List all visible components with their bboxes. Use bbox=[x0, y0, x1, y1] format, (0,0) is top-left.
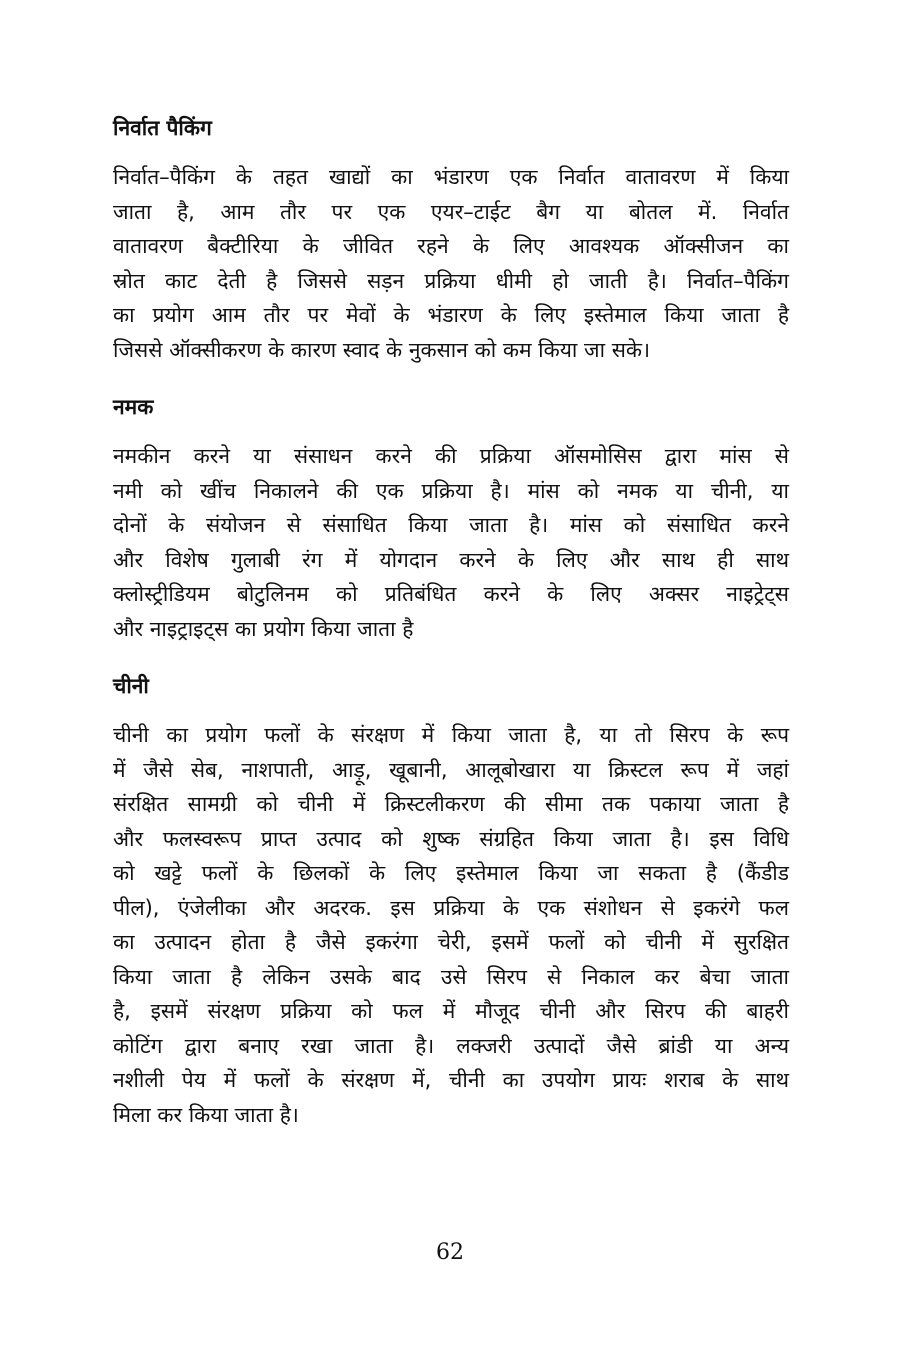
text-line: दोनों के संयोजन से संसाधित किया जाता है। मांस को संसाधित करने bbox=[113, 513, 789, 537]
text-line: नमी को खींच निकालने की एक प्रक्रिया है। मांस को नमक या चीनी, या bbox=[113, 478, 789, 503]
text-line: संरक्षित सामग्री को चीनी में क्रिस्टलीकरण की सीमा तक पकाया जाता है bbox=[113, 792, 789, 816]
text-line: जिससे ऑक्सीकरण के कारण स्वाद के नुकसान को कम किया जा सके। bbox=[113, 337, 651, 362]
text-line: चीनी का प्रयोग फलों के संरक्षण में किया जाता है, या तो सिरप के रूप bbox=[113, 723, 789, 747]
text-line: नशीली पेय में फलों के संरक्षण में, चीनी का उपयोग प्रायः शराब के साथ bbox=[113, 1068, 789, 1092]
text-line: मिला कर किया जाता है। bbox=[113, 1102, 299, 1127]
text-line: वातावरण बैक्टीरिया के जीवित रहने के लिए आवश्यक ऑक्सीजन का bbox=[113, 234, 789, 258]
text-line: क्लोस्ट्रीडियम बोटुलिनम को प्रतिबंधित करने के लिए अक्सर नाइट्रेट्स bbox=[113, 582, 789, 606]
text-line: नमकीन करने या संसाधन करने की प्रक्रिया ऑसमोसिस द्वारा मांस से bbox=[113, 444, 789, 468]
text-line: निर्वात–पैकिंग के तहत खाद्यों का भंडारण एक निर्वात वातावरण में किया bbox=[113, 165, 789, 189]
text-line: जाता है, आम तौर पर एक एयर–टाईट बैग या बोतल में. निर्वात bbox=[113, 199, 789, 224]
page-number: 62 bbox=[436, 1240, 464, 1265]
text-line: है, इसमें संरक्षण प्रक्रिया को फल में मौजूद चीनी और सिरप की बाहरी bbox=[113, 999, 789, 1023]
page-content bbox=[113, 108, 789, 1132]
text-line: में जैसे सेब, नाशपाती, आड़ू, खूबानी, आलूबोखारा या क्रिस्टल रूप में जहां bbox=[113, 757, 789, 782]
text-line: पील), एंजेलीका और अदरक. इस प्रक्रिया के एक संशोधन से इकरंगे फल bbox=[113, 895, 789, 920]
text-line: को खट्टे फलों के छिलकों के लिए इस्तेमाल किया जा सकता है (कैंडीड bbox=[113, 861, 789, 885]
section-body-sugar bbox=[113, 718, 789, 1132]
text-line: और विशेष गुलाबी रंग में योगदान करने के लिए और साथ ही साथ bbox=[113, 547, 789, 572]
text-line: स्रोत काट देती है जिससे सड़न प्रक्रिया धीमी हो जाती है। निर्वात–पैकिंग bbox=[113, 268, 789, 293]
section-body-salt bbox=[113, 439, 789, 646]
text-line: का उत्पादन होता है जैसे इकरंगा चेरी, इसमें फलों को चीनी में सुरक्षित bbox=[113, 930, 789, 954]
section-heading-salt: नमक bbox=[113, 395, 154, 419]
section-heading-vacuum-packing: निर्वात पैकिंग bbox=[113, 116, 212, 140]
text-line: और फलस्वरूप प्राप्त उत्पाद को शुष्क संग्रहित किया जाता है। इस विधि bbox=[113, 826, 789, 851]
section-heading-sugar: चीनी bbox=[113, 674, 149, 698]
section-body-vacuum-packing bbox=[113, 160, 789, 367]
text-line: का प्रयोग आम तौर पर मेवों के भंडारण के लिए इस्तेमाल किया जाता है bbox=[113, 303, 789, 327]
text-line: किया जाता है लेकिन उसके बाद उसे सिरप से निकाल कर बेचा जाता bbox=[113, 964, 789, 989]
text-line: कोटिंग द्वारा बनाए रखा जाता है। लक्जरी उत्पादों जैसे ब्रांडी या अन्य bbox=[113, 1033, 789, 1058]
text-line: और नाइट्राइट्स का प्रयोग किया जाता है bbox=[113, 616, 414, 641]
